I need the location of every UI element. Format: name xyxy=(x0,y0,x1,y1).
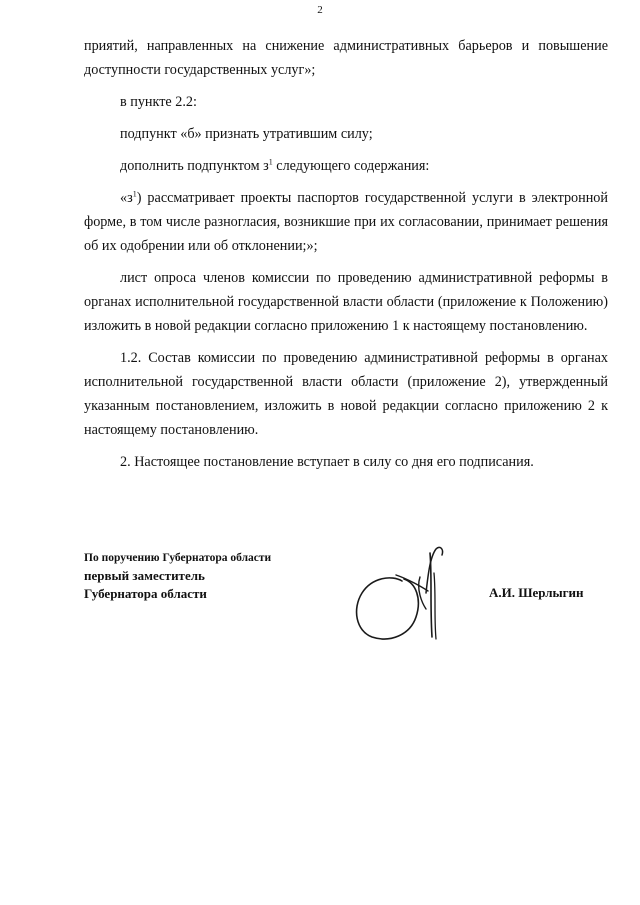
paragraph-2: 2. Настоящее постановление вступает в силу со дня его подписания. xyxy=(120,454,534,470)
paragraph-add-subpoint xyxy=(84,154,608,178)
paragraph-1-2: 1.2. Состав комиссии по проведению административной реформы в органах исполнительной государственной власти области (приложение 2), утвержденный указанным постановлением, изложить в новой редакции согласно приложению 2 к настоящему постановлению. xyxy=(84,350,608,438)
paragraph-continuation: приятий, направленных на снижение административных барьеров и повышение доступности государственных услуг»; xyxy=(84,38,608,78)
signatory-name: А.И. Шерлыгин xyxy=(489,585,584,600)
paragraph-subpoint-z1-before: «з xyxy=(120,190,133,206)
document-body xyxy=(84,34,608,474)
paragraph-subpoint-z1 xyxy=(84,186,608,258)
page-number: 2 xyxy=(317,4,323,16)
paragraph-point-2-2: в пункте 2.2: xyxy=(120,94,197,110)
superscript: 1 xyxy=(268,157,273,167)
paragraph-add-subpoint-before: дополнить подпунктом з xyxy=(120,158,269,174)
superscript: 1 xyxy=(132,189,137,199)
signatory-block xyxy=(84,549,271,603)
signatory-title-line-2: Губернатора области xyxy=(84,586,207,601)
signatory-title-line-1: первый заместитель xyxy=(84,568,205,583)
paragraph-add-subpoint-after: следующего содержания: xyxy=(272,158,430,174)
handwritten-signature xyxy=(350,545,460,645)
paragraph-subpoint-b: подпункт «б» признать утратившим силу; xyxy=(120,126,373,142)
paragraph-subpoint-z1-after: ) рассматривает проекты паспортов государственной услуги в электронной форме, в том числе разногласия, возникшие при их согласовании, принимает решения об их одобрении или об отклонении;»; xyxy=(84,190,608,254)
signatory-order-line: По поручению Губернатора области xyxy=(84,552,272,564)
paragraph-survey-sheet: лист опроса членов комиссии по проведению административной реформы в органах исполнительной государственной власти области (приложение к Положению) изложить в новой редакции согласно приложению 1 к настоящему постановлению. xyxy=(84,270,608,334)
